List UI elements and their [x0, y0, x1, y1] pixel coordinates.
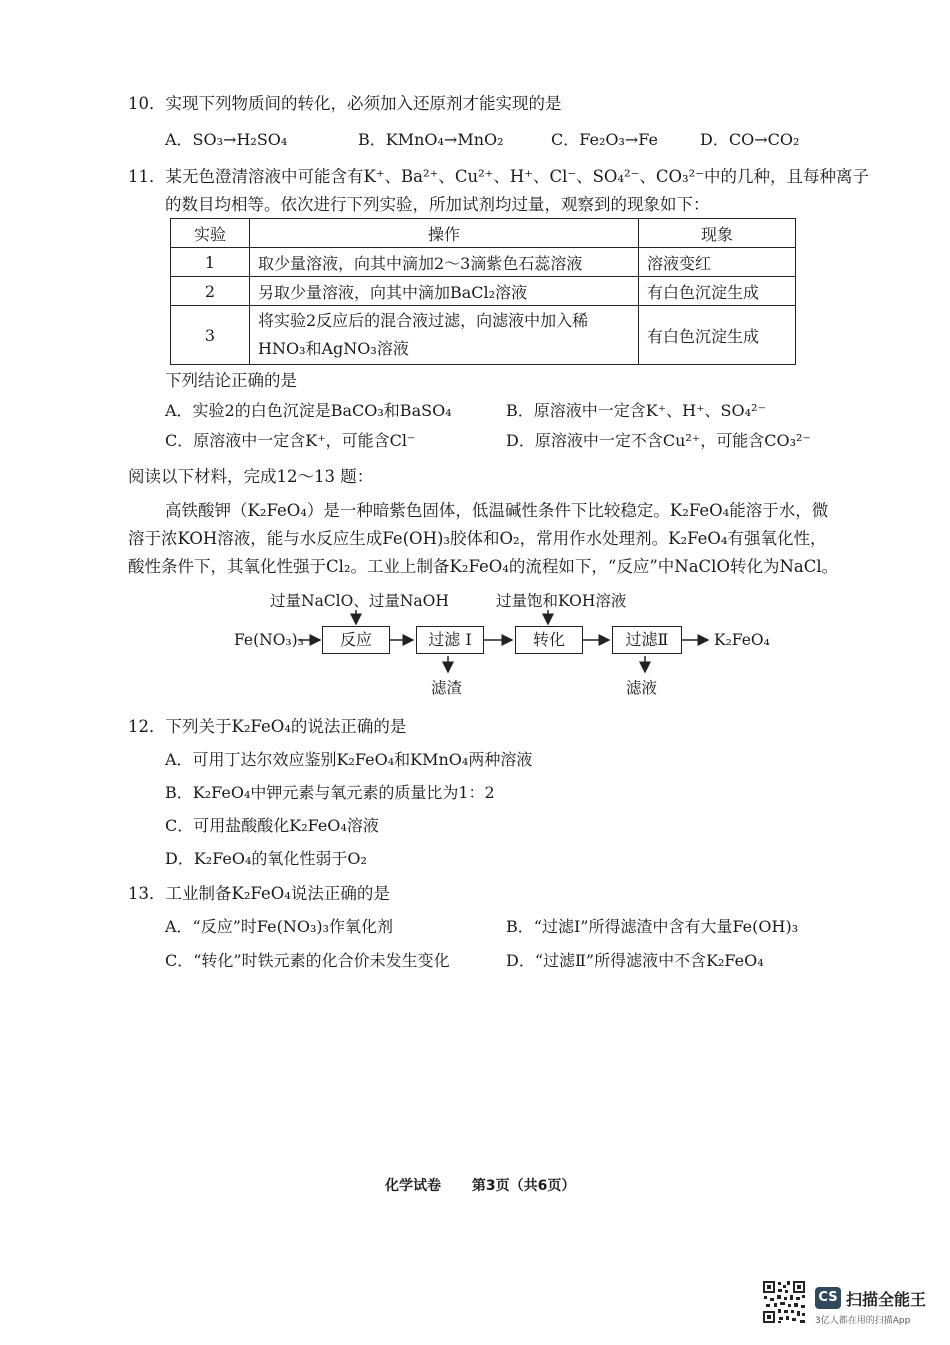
q11-lead: 下列结论正确的是: [165, 371, 297, 390]
table-cell: 1: [171, 248, 250, 277]
q12-option-b: B．K₂FeO₄中钾元素与氧元素的质量比为1：2: [165, 783, 495, 802]
q13-option-c: C．“转化”时铁元素的化合价未发生变化: [165, 951, 450, 970]
flow-product: K₂FeO₄: [714, 631, 770, 649]
q12-option-a: A．可用丁达尔效应鉴别K₂FeO₄和KMnO₄两种溶液: [165, 750, 533, 769]
watermark-tagline: 3亿人都在用的扫描App: [815, 1316, 911, 1326]
q11-stem-line1: 11．某无色澄清溶液中可能含有K⁺、Ba²⁺、Cu²⁺、H⁺、Cl⁻、SO₄²⁻、CO₃²⁻中的几种，且每种离子: [128, 167, 869, 186]
table-cell: 3: [171, 306, 250, 365]
table-cell: 2: [171, 277, 250, 306]
flow-reagent-1: 过量NaClO、过量NaOH: [270, 592, 449, 610]
q10-option-a: A．SO₃→H₂SO₄: [165, 130, 288, 149]
q13-option-b: B．“过滤Ⅰ”所得滤渣中含有大量Fe(OH)₃: [506, 917, 799, 936]
table-cell-line: HNO₃和AgNO₃溶液: [258, 339, 409, 358]
flow-step-conversion: 转化: [515, 626, 583, 654]
flow-output-residue: 滤渣: [431, 679, 463, 697]
material-paragraph-line1: 高铁酸钾（K₂FeO₄）是一种暗紫色固体，低温碱性条件下比较稳定。K₂FeO₄能溶于水，微: [165, 501, 829, 520]
flow-reagent-2: 过量饱和KOH溶液: [496, 592, 627, 610]
table-cell: 取少量溶液，向其中滴加2～3滴紫色石蕊溶液: [250, 248, 639, 277]
q11-option-c: C．原溶液中一定含K⁺，可能含Cl⁻: [165, 431, 416, 450]
material-paragraph-line2: 溶于浓KOH溶液，能与水反应生成Fe(OH)₃胶体和O₂，常用作水处理剂。K₂FeO₄有强氧化性，: [128, 529, 827, 548]
flow-step-filter-1: 过滤 Ⅰ: [416, 626, 484, 654]
q11-stem-line2: 的数目均相等。依次进行下列实验，所加试剂均过量，观察到的现象如下：: [165, 195, 710, 214]
table-header: 实验: [171, 219, 250, 248]
q13-stem: 13．工业制备K₂FeO₄说法正确的是: [128, 884, 390, 903]
material-paragraph-line3: 酸性条件下，其氧化性强于Cl₂。工业上制备K₂FeO₄的流程如下，“反应”中NaClO转化为NaCl。: [128, 557, 839, 576]
table-cell: 溶液变红: [639, 248, 796, 277]
q11-option-b: B．原溶液中一定含K⁺、H⁺、SO₄²⁻: [506, 401, 766, 420]
q11-option-a: A．实验2的白色沉淀是BaCO₃和BaSO₄: [165, 401, 452, 420]
q12-option-d: D．K₂FeO₄的氧化性弱于O₂: [165, 849, 367, 868]
flow-step-filter-2: 过滤Ⅱ: [612, 626, 682, 654]
footer-subject: 化学试卷: [385, 1178, 441, 1194]
q10-option-b: B．KMnO₄→MnO₂: [358, 130, 504, 149]
camscanner-logo: CS: [815, 1287, 841, 1309]
q13-option-a: A．“反应”时Fe(NO₃)₃作氧化剂: [165, 917, 394, 936]
table-header: 操作: [250, 219, 639, 248]
table-cell: 有白色沉淀生成: [639, 277, 796, 306]
table-cell-line: 将实验2反应后的混合液过滤，向滤液中加入稀: [258, 311, 589, 330]
table-cell: 另取少量溶液，向其中滴加BaCl₂溶液: [250, 277, 639, 306]
watermark-brand: 扫描全能王: [846, 1290, 927, 1309]
material-intro: 阅读以下材料，完成12～13 题：: [128, 467, 374, 486]
q10-stem: 10．实现下列物质间的转化，必须加入还原剂才能实现的是: [128, 94, 562, 113]
flow-start-material: Fe(NO₃)₃: [234, 631, 304, 649]
flow-step-reaction: 反应: [322, 626, 390, 654]
q12-option-c: C．可用盐酸酸化K₂FeO₄溶液: [165, 816, 379, 835]
q11-option-d: D．原溶液中一定不含Cu²⁺，可能含CO₃²⁻: [506, 431, 811, 450]
table-header: 现象: [639, 219, 796, 248]
table-cell: 有白色沉淀生成: [639, 306, 796, 365]
qr-code-icon: [762, 1280, 806, 1324]
q10-option-c: C．Fe₂O₃→Fe: [551, 130, 658, 149]
flow-output-filtrate: 滤液: [626, 679, 658, 697]
q13-option-d: D．“过滤Ⅱ”所得滤液中不含K₂FeO₄: [506, 951, 764, 970]
q12-stem: 12．下列关于K₂FeO₄的说法正确的是: [128, 717, 407, 736]
page-footer: [385, 1175, 575, 1195]
q10-option-d: D．CO→CO₂: [700, 130, 800, 149]
footer-page-number: 第3页（共6页）: [471, 1178, 576, 1194]
